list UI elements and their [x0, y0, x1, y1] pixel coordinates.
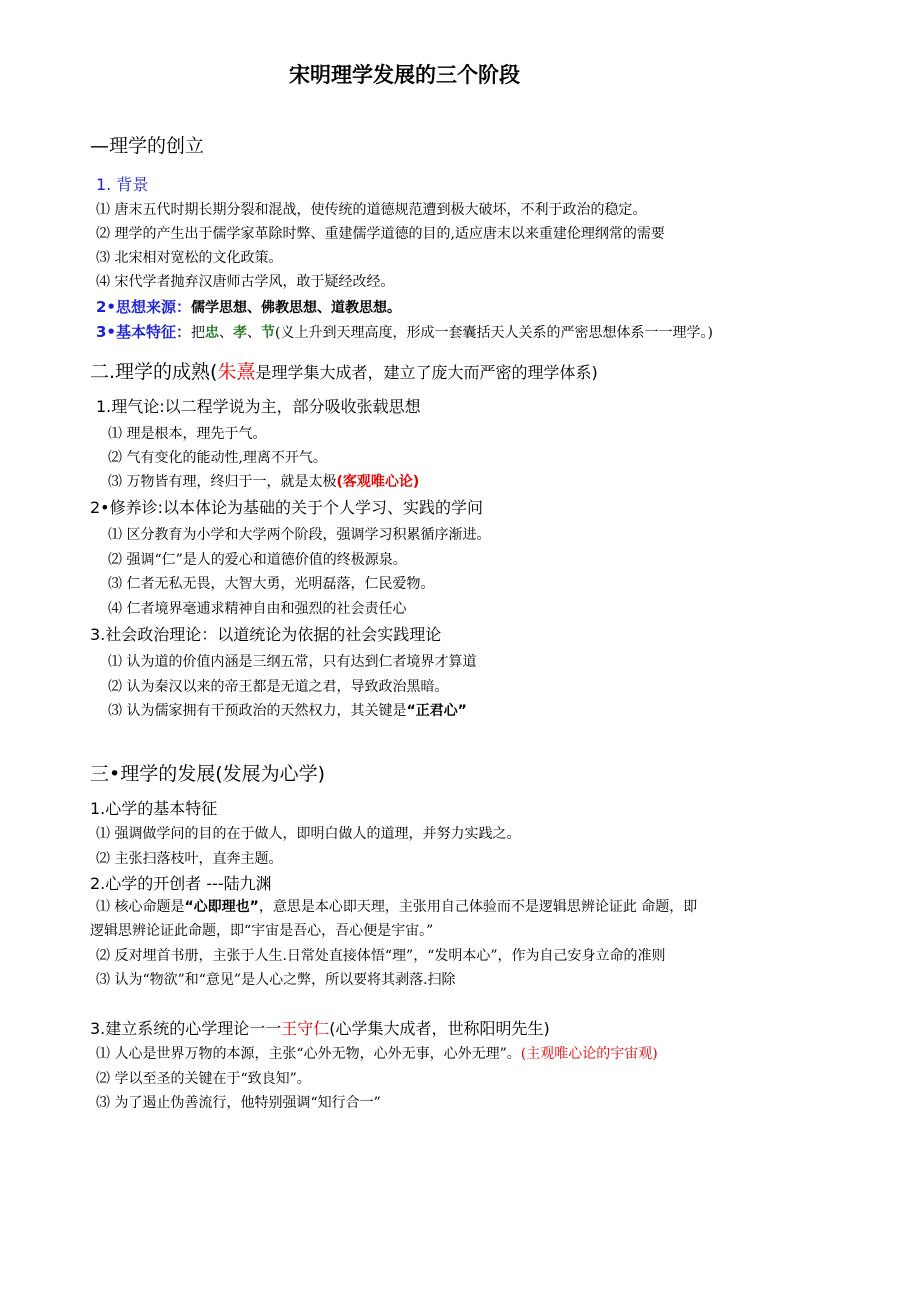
- thought-sources-label: 2•思想来源：: [96, 298, 192, 316]
- basic-features: [96, 321, 713, 342]
- social-political-heading: 3.社会政治理论：以道统论为依据的社会实践理论: [90, 625, 442, 644]
- background-item: ⑷ 宋代学者抛弃汉唐师古学风，敢于疑经改经。: [96, 274, 395, 290]
- li-qi-theory-heading: 1.理气论:以二程学说为主，部分吸收张载思想: [96, 397, 421, 416]
- wang-shouren-item-text: ⑴ 人心是世界万物的本源，主张“心外无物，心外无事，心外无理”。: [96, 1046, 521, 1062]
- lu-jiuyuan-item-text: ，意思是本心即天理，主张用自己体验而不是逻辑思辨论证此 命题，即: [258, 899, 698, 915]
- cultivation-item: ⑵ 强调“仁”是人的爱心和道德价值的终极源泉。: [108, 552, 407, 568]
- wang-shouren-heading-text: 3.建立系统的心学理论一一: [90, 1019, 282, 1038]
- thought-sources-text: 儒学思想、佛教思想、道教思想。: [191, 300, 402, 316]
- cultivation-item: ⑶ 仁者无私无畏，大智大勇，光明磊落，仁民爱物。: [108, 576, 435, 592]
- wang-shouren-item: [96, 1043, 658, 1063]
- wang-shouren-heading-text: (心学集大成者，世称阳明先生): [329, 1019, 550, 1038]
- background-heading: 1. 背景: [96, 175, 149, 194]
- lu-jiuyuan-item: ⑵ 反对埋首书册，主张于人生.日常处直接体悟“理”，“发明本心”，作为自己安身立命的准则: [96, 948, 666, 964]
- wang-shouren: 王守仁: [281, 1019, 330, 1038]
- social-political-item: ⑵ 认为秦汉以来的帝王都是无道之君，导致政治黑暗。: [108, 679, 449, 695]
- social-political-item: ⑴ 认为道的价值内涵是三纲五常，只有达到仁者境界才算道: [108, 654, 477, 670]
- features-text: 把: [191, 325, 206, 341]
- li-qi-item: ⑵ 气有变化的能动性,理离不开气。: [108, 450, 327, 466]
- background-item: ⑵ 理学的产生出于儒学家革除时弊、重建儒学道德的目的,适应唐末以来重建伦理纲常的需要: [96, 226, 665, 242]
- xinxue-features-heading: 1.心学的基本特征: [90, 799, 218, 818]
- section-1-heading: —理学的创立: [90, 135, 205, 157]
- zhu-xi: 朱熹: [217, 361, 256, 383]
- xinxue-feature-item: ⑴ 强调做学问的目的在于做人，即明白做人的道理，并努力实践之。: [96, 826, 521, 842]
- virtue-filial: 孝: [233, 325, 248, 341]
- lu-jiuyuan-item-text: ⑴ 核心命题是: [96, 899, 185, 915]
- objective-idealism-note: (客观唯心论): [336, 474, 420, 490]
- features-text: 、: [219, 325, 234, 341]
- li-qi-item: ⑴ 理是根本，理先于气。: [108, 426, 267, 442]
- background-item: ⑶ 北宋相对宽松的文化政策。: [96, 250, 283, 266]
- lu-jiuyuan-item-continued: 逻辑思辨论证此命题，即“宇宙是吾心，吾心便是宇宙。”: [90, 923, 434, 939]
- cultivation-item: ⑴ 区分教育为小学和大学两个阶段，强调学习积累循序渐进。: [108, 527, 491, 543]
- social-political-item-text: ⑶ 认为儒家拥有干预政治的天然权力，其关键是: [108, 703, 407, 719]
- lu-jiuyuan-item: [96, 896, 697, 916]
- li-qi-item-text: ⑶ 万物皆有理，终归于一，就是太极: [108, 474, 337, 490]
- features-text: 、: [247, 325, 262, 341]
- social-political-item: [108, 700, 467, 720]
- virtue-chastity: 节: [261, 325, 276, 341]
- section-2-heading: [90, 357, 598, 384]
- subjective-idealism-note: (主观唯心论的宇宙观): [520, 1046, 658, 1062]
- section-2-heading-text: 二.理学的成熟(: [90, 361, 218, 383]
- virtue-loyalty: 忠: [205, 325, 220, 341]
- thought-sources: [96, 296, 401, 317]
- background-item: ⑴ 唐末五代时期长期分裂和混战，使传统的道德规范遭到极大破坏，不利于政治的稳定。: [96, 202, 647, 218]
- section-3-heading: 三•理学的发展(发展为心学): [90, 763, 326, 785]
- rectify-ruler-heart: “正君心”: [406, 703, 467, 719]
- basic-features-label: 3•基本特征：: [96, 323, 192, 341]
- cultivation-heading: 2•修养诊:以本体论为基础的关于个人学习、实践的学问: [90, 498, 484, 517]
- li-qi-item: [108, 471, 419, 491]
- page-title: 宋明理学发展的三个阶段: [289, 63, 520, 87]
- mind-is-principle: “心即理也”: [184, 899, 259, 915]
- wang-shouren-item: ⑵ 学以至圣的关键在于“致良知”。: [96, 1071, 311, 1087]
- wang-shouren-item: ⑶ 为了遏止伪善流行，他特别强调“知行合一”: [96, 1095, 381, 1111]
- xinxue-feature-item: ⑵ 主张扫落枝叶，直奔主题。: [96, 851, 283, 867]
- features-text: (义上升到天理高度，形成一套囊括天人关系的严密思想体系一一理学。): [275, 325, 713, 341]
- lu-jiuyuan-item: ⑶ 认为“物欲”和“意见”是人心之弊，所以要将其剥落.扫除: [96, 972, 456, 988]
- section-2-heading-text: 是理学集大成者，建立了庞大而严密的理学体系): [255, 363, 598, 382]
- wang-shouren-heading: [90, 1016, 550, 1039]
- lu-jiuyuan-heading: 2.心学的开创者 ---陆九渊: [90, 874, 272, 893]
- cultivation-item: ⑷ 仁者境界毫逋求精神自由和强烈的社会责任心: [108, 601, 407, 617]
